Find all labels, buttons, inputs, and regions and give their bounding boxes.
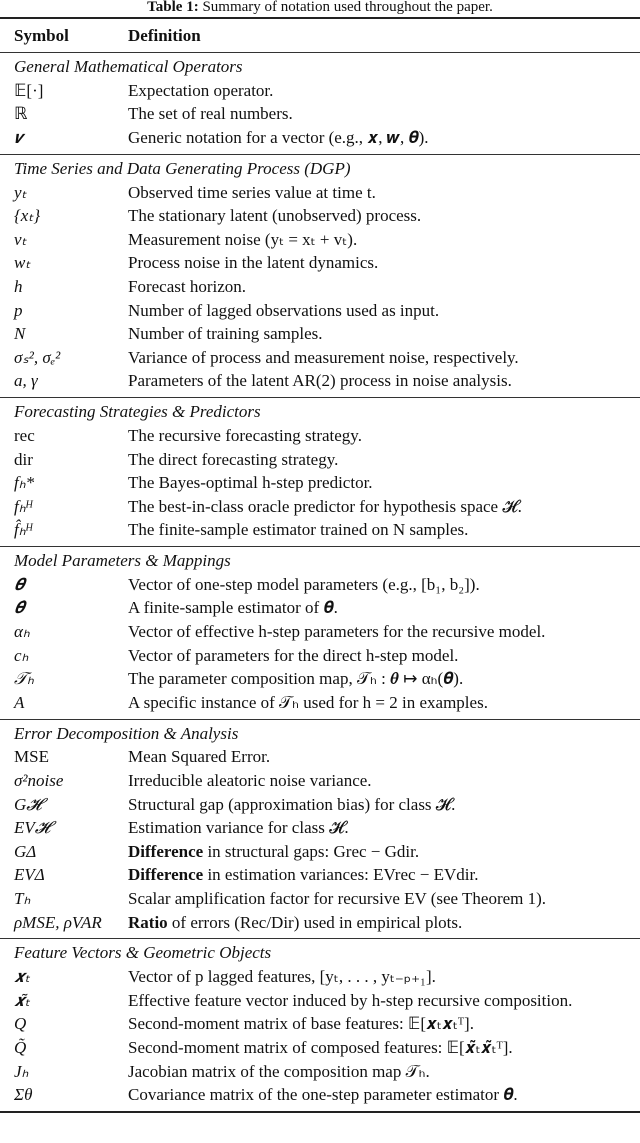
table-row bbox=[0, 103, 640, 127]
row-definition bbox=[128, 669, 640, 689]
table-row bbox=[0, 79, 640, 103]
row-definition bbox=[128, 1062, 640, 1082]
row-symbol: {xₜ} bbox=[14, 206, 41, 226]
table-row bbox=[0, 1060, 640, 1084]
table-section bbox=[0, 547, 640, 719]
caption-label: Table 1: bbox=[147, 0, 199, 15]
row-definition bbox=[128, 1038, 640, 1058]
table-row bbox=[0, 322, 640, 346]
row-symbol: wₜ bbox=[14, 253, 31, 273]
row-symbol: Σθ bbox=[14, 1085, 33, 1105]
row-definition bbox=[128, 497, 640, 517]
row-definition bbox=[128, 104, 640, 124]
definition-text: Process noise in the latent dynamics. bbox=[128, 253, 379, 273]
caption-text: Summary of notation used throughout the paper. bbox=[198, 0, 493, 15]
row-symbol: GΔ bbox=[14, 841, 37, 861]
table-row bbox=[0, 989, 640, 1013]
row-definition bbox=[128, 693, 640, 713]
row-symbol: αₕ bbox=[14, 622, 30, 642]
definition-emphasis: Difference bbox=[128, 865, 204, 885]
table-section bbox=[0, 720, 640, 939]
row-symbol: vₜ bbox=[14, 229, 27, 249]
table-row bbox=[0, 1083, 640, 1107]
row-symbol: fₕ* bbox=[14, 473, 35, 493]
header-definition: Definition bbox=[128, 25, 201, 45]
row-definition bbox=[128, 520, 640, 540]
row-definition bbox=[128, 183, 640, 203]
table-row bbox=[0, 299, 640, 323]
table-header bbox=[0, 19, 640, 52]
row-definition bbox=[128, 1014, 640, 1034]
row-symbol: Tₕ bbox=[14, 889, 31, 909]
definition-text: The stationary latent (unobserved) process. bbox=[128, 206, 422, 226]
row-symbol: A bbox=[14, 692, 25, 712]
row-definition bbox=[128, 913, 640, 933]
row-symbol: 𝜽̂ bbox=[14, 598, 25, 618]
row-definition bbox=[128, 81, 640, 101]
definition-text: Effective feature vector induced by h-step recursive composition. bbox=[128, 990, 573, 1010]
table-row bbox=[0, 424, 640, 448]
row-definition bbox=[128, 348, 640, 368]
row-definition bbox=[128, 575, 640, 595]
definition-text: Number of training samples. bbox=[128, 324, 323, 344]
definition-text: The Bayes-optimal h-step predictor. bbox=[128, 473, 373, 493]
definition-text: in structural gaps: Grec − Gdir. bbox=[203, 841, 420, 861]
table-row bbox=[0, 864, 640, 888]
row-symbol: Q bbox=[14, 1014, 27, 1034]
table-section bbox=[0, 939, 640, 1111]
table-row bbox=[0, 346, 640, 370]
table-row bbox=[0, 228, 640, 252]
row-symbol: MSE bbox=[14, 747, 49, 767]
definition-text: Vector of one-step model parameters (e.g., [b₁, b₂]). bbox=[128, 574, 480, 594]
definition-text: The direct forecasting strategy. bbox=[128, 449, 339, 469]
definition-text: The finite-sample estimator trained on N samples. bbox=[128, 520, 469, 540]
table-caption bbox=[0, 0, 640, 17]
row-symbol: f̂ₕᴴ bbox=[14, 520, 32, 540]
table-row bbox=[0, 691, 640, 715]
definition-text: Estimation variance for class 𝓗. bbox=[128, 818, 349, 838]
header-symbol: Symbol bbox=[14, 25, 69, 45]
table-row bbox=[0, 471, 640, 495]
row-symbol: EVΔ bbox=[14, 865, 45, 885]
row-definition bbox=[128, 301, 640, 321]
table-row bbox=[0, 597, 640, 621]
table-section bbox=[0, 53, 640, 154]
table-row bbox=[0, 126, 640, 150]
row-symbol: σ²noise bbox=[14, 771, 64, 791]
table-row bbox=[0, 448, 640, 472]
row-symbol: yₜ bbox=[14, 182, 27, 202]
definition-text: Variance of process and measurement noise, respectively. bbox=[128, 347, 519, 367]
table-row bbox=[0, 816, 640, 840]
row-symbol: p bbox=[14, 300, 23, 320]
definition-text: Vector of p lagged features, [yₜ, . . . , yₜ₋ₚ₊₁]. bbox=[128, 967, 436, 987]
definition-text: The set of real numbers. bbox=[128, 104, 293, 124]
row-definition bbox=[128, 771, 640, 791]
row-symbol: 𝒙ₜ bbox=[14, 967, 30, 987]
table-row bbox=[0, 644, 640, 668]
row-definition bbox=[128, 818, 640, 838]
table-row bbox=[0, 965, 640, 989]
definition-text: A finite-sample estimator of 𝜽. bbox=[128, 598, 338, 618]
row-definition bbox=[128, 450, 640, 470]
definition-text: Expectation operator. bbox=[128, 80, 274, 100]
row-definition bbox=[128, 598, 640, 618]
section-title: Forecasting Strategies & Predictors bbox=[14, 402, 261, 422]
table-row bbox=[0, 1036, 640, 1060]
section-title: Error Decomposition & Analysis bbox=[14, 723, 239, 743]
row-definition bbox=[128, 747, 640, 767]
row-definition bbox=[128, 473, 640, 493]
table-row bbox=[0, 573, 640, 597]
row-definition bbox=[128, 967, 640, 987]
table-row bbox=[0, 204, 640, 228]
definition-text: Second-moment matrix of composed features: 𝔼[𝒙̃ₜ𝒙̃ₜᵀ]. bbox=[128, 1037, 513, 1057]
section-title: General Mathematical Operators bbox=[14, 57, 243, 76]
table-row bbox=[0, 252, 640, 276]
table-row bbox=[0, 370, 640, 394]
definition-text: A specific instance of 𝒯ₕ used for h = 2 in examples. bbox=[128, 692, 488, 712]
definition-text: The recursive forecasting strategy. bbox=[128, 425, 362, 445]
row-symbol: σₛ², σₑ² bbox=[14, 347, 61, 367]
table-row bbox=[0, 887, 640, 911]
row-symbol: 𝒯ₕ bbox=[14, 669, 34, 689]
row-symbol: Jₕ bbox=[14, 1061, 29, 1081]
row-symbol: ℝ bbox=[14, 104, 28, 124]
table-row bbox=[0, 620, 640, 644]
row-definition bbox=[128, 277, 640, 297]
table-row bbox=[0, 769, 640, 793]
row-definition bbox=[128, 371, 640, 391]
row-definition bbox=[128, 795, 640, 815]
row-symbol: dir bbox=[14, 449, 33, 469]
row-definition bbox=[128, 230, 640, 250]
definition-text: Jacobian matrix of the composition map 𝒯ₕ. bbox=[128, 1061, 430, 1081]
row-definition bbox=[128, 206, 640, 226]
definition-emphasis: Difference bbox=[128, 841, 204, 861]
row-symbol: ρMSE, ρVAR bbox=[14, 912, 102, 932]
section-title: Model Parameters & Mappings bbox=[14, 551, 231, 571]
row-definition bbox=[128, 426, 640, 446]
table-row bbox=[0, 495, 640, 519]
definition-text: Irreducible aleatoric noise variance. bbox=[128, 771, 372, 791]
definition-text: Structural gap (approximation bias) for class 𝓗. bbox=[128, 794, 456, 814]
table-row bbox=[0, 181, 640, 205]
definition-text: The best-in-class oracle predictor for hypothesis space 𝓗. bbox=[128, 496, 522, 516]
table-section bbox=[0, 398, 640, 546]
section-title: Time Series and Data Generating Process (DGP) bbox=[14, 158, 351, 178]
definition-text: Covariance matrix of the one-step parameter estimator 𝜽̂. bbox=[128, 1085, 518, 1105]
row-symbol: h bbox=[14, 276, 23, 296]
row-symbol: G𝓗 bbox=[14, 794, 42, 814]
row-definition bbox=[128, 646, 640, 666]
definition-text: Vector of effective h-step parameters for the recursive model. bbox=[128, 622, 546, 642]
table-row bbox=[0, 1013, 640, 1037]
definition-text: of errors (Rec/Dir) used in empirical plots. bbox=[167, 912, 463, 932]
row-symbol: 𝔼[·] bbox=[14, 80, 44, 100]
table-section bbox=[0, 155, 640, 397]
row-definition bbox=[128, 622, 640, 642]
table-row bbox=[0, 667, 640, 691]
row-definition bbox=[128, 324, 640, 344]
table-row bbox=[0, 746, 640, 770]
definition-text: Second-moment matrix of base features: 𝔼[𝒙ₜ𝒙ₜᵀ]. bbox=[128, 1014, 474, 1034]
table-row bbox=[0, 275, 640, 299]
definition-text: Generic notation for a vector (e.g., 𝒙, 𝒘, 𝜽). bbox=[128, 127, 429, 147]
definition-text: The parameter composition map, 𝒯ₕ : 𝜽 ↦ αₕ(𝜽). bbox=[128, 669, 464, 689]
table-row bbox=[0, 519, 640, 543]
row-symbol: N bbox=[14, 324, 26, 344]
row-symbol: fₕᴴ bbox=[14, 496, 32, 516]
definition-text: Observed time series value at time t. bbox=[128, 182, 376, 202]
row-definition bbox=[128, 128, 640, 148]
definition-text: Measurement noise (yₜ = xₜ + vₜ). bbox=[128, 229, 358, 249]
table-row bbox=[0, 793, 640, 817]
row-definition bbox=[128, 991, 640, 1011]
row-symbol: Q̃ bbox=[14, 1037, 27, 1057]
row-symbol: 𝒙̃ₜ bbox=[14, 990, 30, 1010]
row-symbol: a, γ bbox=[14, 371, 38, 391]
definition-text: Number of lagged observations used as input. bbox=[128, 300, 440, 320]
section-title: Feature Vectors & Geometric Objects bbox=[14, 943, 272, 963]
row-symbol: cₕ bbox=[14, 645, 29, 665]
table-row bbox=[0, 911, 640, 935]
definition-text: Scalar amplification factor for recursive EV (see Theorem 1). bbox=[128, 889, 547, 909]
row-definition bbox=[128, 865, 640, 885]
notation-table-body bbox=[0, 53, 640, 1111]
definition-text: Mean Squared Error. bbox=[128, 747, 271, 767]
table-row bbox=[0, 840, 640, 864]
definition-text: Vector of parameters for the direct h-step model. bbox=[128, 645, 459, 665]
row-definition bbox=[128, 1085, 640, 1105]
row-symbol: rec bbox=[14, 425, 35, 445]
row-symbol: 𝒗 bbox=[14, 127, 24, 147]
definition-text: in estimation variances: EVrec − EVdir. bbox=[203, 865, 479, 885]
bottom-rule bbox=[0, 1111, 640, 1113]
definition-text: Forecast horizon. bbox=[128, 276, 247, 296]
row-definition bbox=[128, 253, 640, 273]
row-symbol: 𝜽 bbox=[14, 574, 25, 594]
row-definition bbox=[128, 842, 640, 862]
definition-text: Parameters of the latent AR(2) process in noise analysis. bbox=[128, 371, 512, 391]
definition-emphasis: Ratio bbox=[128, 912, 168, 932]
row-symbol: EV𝓗 bbox=[14, 818, 51, 838]
row-definition bbox=[128, 889, 640, 909]
